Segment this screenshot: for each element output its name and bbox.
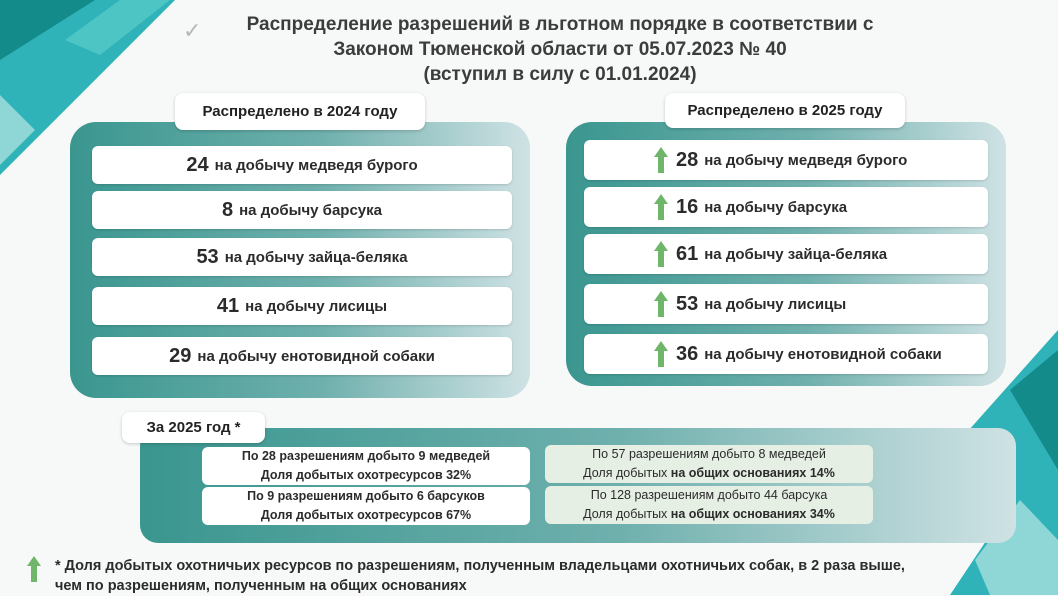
result-line: Доля добытых охотресурсов 67%: [260, 508, 472, 522]
title-line-2: Законом Тюменской области от 05.07.2023 № 40: [333, 39, 787, 60]
list-item: [92, 191, 512, 229]
result-line: По 128 разрешениям добыто 44 барсука: [590, 488, 828, 502]
count: 61: [676, 242, 699, 265]
result-box: [545, 445, 873, 483]
title-line-3: (вступил в силу с 01.01.2024): [423, 64, 697, 85]
arrow-up-icon: [654, 341, 668, 367]
count: 28: [676, 148, 699, 171]
panel-2025-label: Распределено в 2025 году: [665, 93, 905, 128]
result-line: По 57 разрешениям добыто 8 медведей: [592, 447, 826, 461]
checkmark-icon: ✓: [183, 18, 202, 43]
count: 53: [196, 245, 219, 268]
list-item: [584, 334, 988, 374]
item-text: на добычу барсука: [704, 198, 848, 216]
arrow-up-icon: [654, 194, 668, 220]
item-text: на добычу лисицы: [704, 295, 847, 313]
item-text: на добычу медведя бурого: [704, 151, 908, 169]
result-line: По 9 разрешениям добыто 6 барсуков: [247, 489, 485, 503]
footnote: * Доля добытых охотничьих ресурсов по разрешениям, полученным владельцами охотничьих собак, в 2 раза выше, чем по разрешениям, полученным на общих основаниях: [55, 558, 905, 594]
list-item: [584, 187, 988, 227]
item-text: на добычу лисицы: [245, 297, 388, 315]
page-title: [200, 12, 920, 87]
count: 36: [676, 342, 699, 365]
panel-2024-label: Распределено в 2024 году: [175, 93, 425, 130]
list-item: [92, 238, 512, 276]
list-item: [92, 337, 512, 375]
results-label: За 2025 год *: [122, 412, 265, 443]
item-text: на добычу енотовидной собаки: [704, 345, 942, 363]
count: 24: [186, 153, 209, 176]
count: 53: [676, 292, 699, 315]
item-text: на добычу медведя бурого: [214, 156, 418, 174]
count: 16: [676, 195, 699, 218]
result-line: Доля добытых охотресурсов 32%: [260, 468, 472, 482]
result-box: [202, 487, 530, 525]
list-item: [584, 140, 988, 180]
result-line: По 28 разрешениям добыто 9 медведей: [241, 449, 491, 463]
arrow-up-icon: [654, 291, 668, 317]
count: 41: [216, 294, 240, 317]
count: 8: [222, 198, 234, 221]
arrow-up-icon: [654, 147, 668, 173]
arrow-up-icon: [27, 556, 41, 582]
result-line: Доля добытых: [583, 466, 668, 480]
list-item: [92, 287, 512, 325]
title-line-1: Распределение разрешений в льготном порядке в соответствии с: [246, 14, 874, 35]
count: 29: [169, 344, 192, 367]
item-text: на добычу енотовидной собаки: [197, 347, 435, 365]
list-item: [92, 146, 512, 184]
item-text: на добычу зайца-беляка: [224, 248, 408, 266]
result-box: [202, 447, 530, 485]
arrow-up-icon: [654, 241, 668, 267]
result-line-bold: на общих основаниях 14%: [670, 466, 835, 480]
result-line: Доля добытых: [583, 507, 668, 521]
list-item: [584, 234, 988, 274]
result-line-bold: на общих основаниях 34%: [670, 507, 835, 521]
result-box: [545, 486, 873, 524]
item-text: на добычу зайца-беляка: [704, 245, 888, 263]
item-text: на добычу барсука: [239, 201, 382, 219]
list-item: [584, 284, 988, 324]
